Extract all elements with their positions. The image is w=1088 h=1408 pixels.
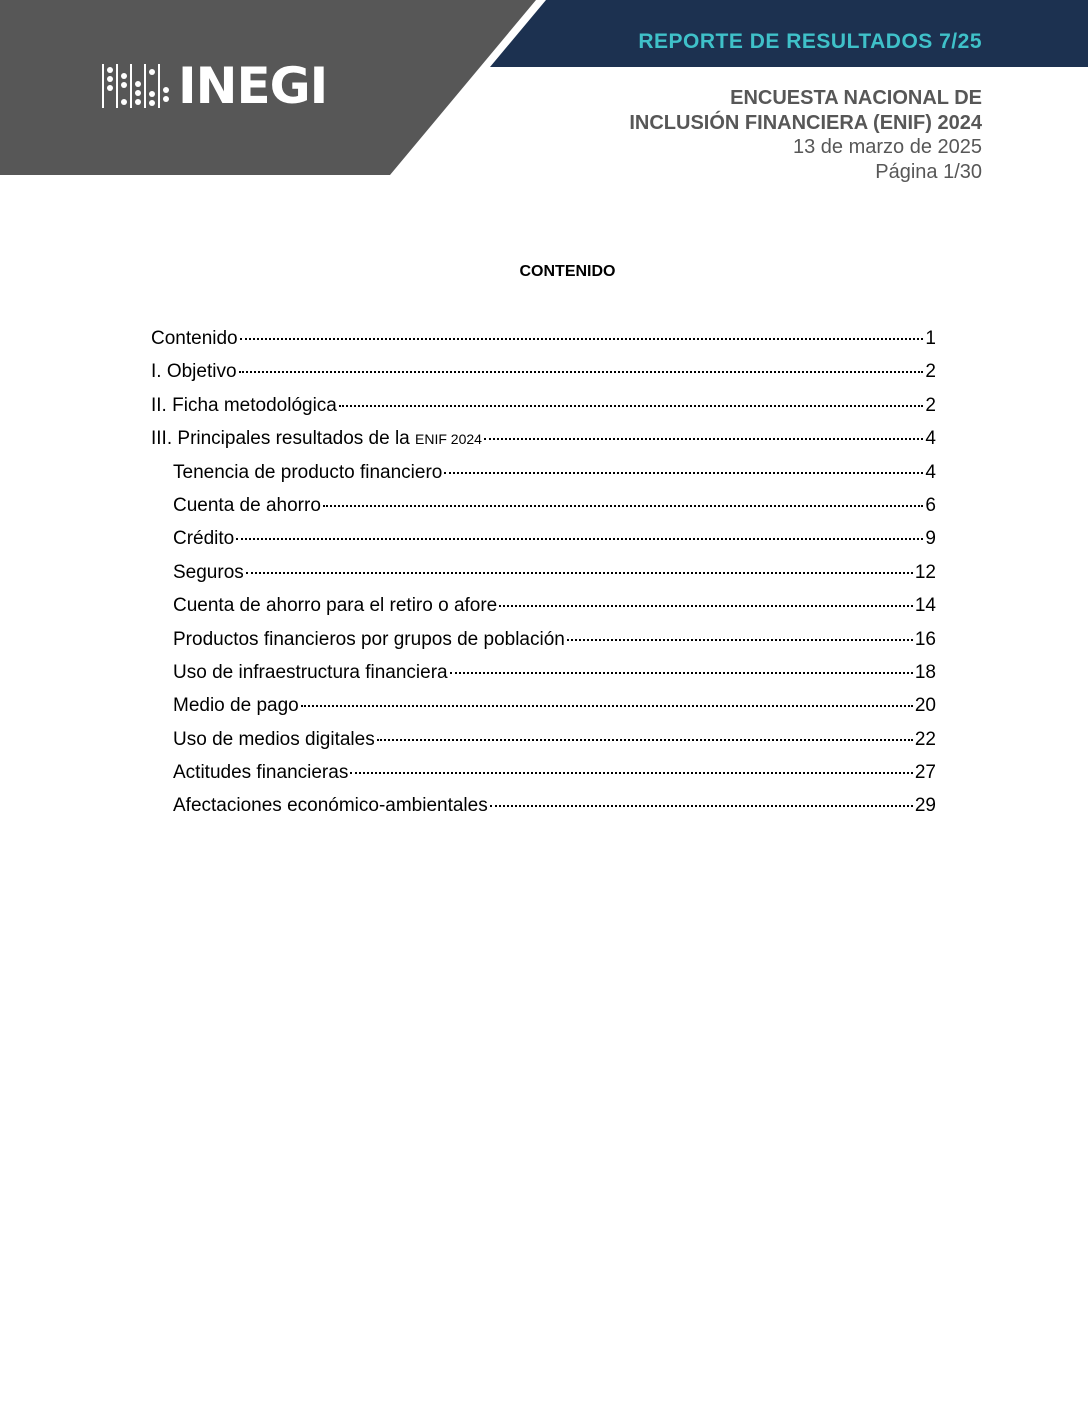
toc-entry-label bbox=[151, 389, 337, 422]
toc-dot-leader bbox=[240, 337, 924, 340]
toc-entry-text: Afectaciones económico-ambientales bbox=[173, 795, 488, 817]
toc-dot-leader bbox=[350, 771, 913, 774]
toc-heading: CONTENIDO bbox=[519, 263, 616, 280]
toc-dot-leader bbox=[246, 571, 913, 574]
toc-dot-leader bbox=[567, 638, 913, 641]
toc-entry[interactable] bbox=[151, 589, 936, 622]
toc-entry-label bbox=[151, 422, 482, 456]
publication-date: 13 de marzo de 2025 bbox=[792, 136, 982, 158]
toc-entry-label bbox=[173, 789, 488, 822]
toc-entry-text: Crédito bbox=[173, 528, 235, 550]
toc-entry-label bbox=[151, 322, 238, 355]
toc-entry-text: I. Objetivo bbox=[151, 361, 237, 383]
toc-entry-label bbox=[151, 355, 237, 388]
toc-entry-page: 27 bbox=[914, 762, 936, 784]
toc-entry-page: 4 bbox=[925, 461, 936, 483]
toc-entry-text: Medio de pago bbox=[173, 695, 299, 717]
toc-entry-page: 22 bbox=[914, 728, 936, 750]
toc-entry-label bbox=[173, 656, 448, 689]
toc-entry-text: Seguros bbox=[173, 561, 244, 583]
toc-dot-leader bbox=[444, 471, 923, 474]
toc-entry[interactable] bbox=[151, 389, 936, 422]
toc-entry-text: Actitudes financieras bbox=[173, 762, 349, 784]
toc-entry[interactable] bbox=[151, 656, 936, 689]
toc-entry-page: 18 bbox=[914, 661, 936, 683]
toc-entry[interactable] bbox=[151, 689, 936, 722]
toc-entry[interactable] bbox=[151, 489, 936, 522]
toc-entry-label bbox=[173, 456, 442, 489]
toc-dot-leader bbox=[377, 738, 913, 741]
toc-dot-leader bbox=[490, 804, 913, 807]
toc-dot-leader bbox=[323, 504, 924, 507]
toc-entry-text-small: ENIF 2024 bbox=[415, 431, 482, 448]
toc-entry[interactable] bbox=[151, 623, 936, 656]
toc-entry-text: Tenencia de producto financiero bbox=[173, 461, 443, 483]
toc-entry-page: 20 bbox=[914, 695, 936, 717]
toc-entry-label bbox=[173, 623, 565, 656]
toc-dot-leader bbox=[339, 404, 924, 407]
toc-dot-leader bbox=[499, 604, 913, 607]
toc-entry-text: III. Principales resultados de la bbox=[151, 428, 416, 450]
toc-entry-page: 2 bbox=[925, 361, 936, 383]
toc-dot-leader bbox=[236, 537, 923, 540]
toc-entry-page: 6 bbox=[925, 494, 936, 516]
toc-entry[interactable] bbox=[151, 422, 936, 455]
toc-entry[interactable] bbox=[151, 456, 936, 489]
inegi-abacus-icon bbox=[100, 64, 170, 108]
toc-entry[interactable] bbox=[151, 322, 936, 355]
report-title: REPORTE DE RESULTADOS 7/25 bbox=[638, 30, 982, 53]
toc-dot-leader bbox=[301, 704, 913, 707]
toc-entry-label bbox=[173, 689, 299, 722]
table-of-contents bbox=[151, 322, 936, 823]
document-header-info bbox=[462, 86, 982, 184]
toc-entry-page: 1 bbox=[925, 328, 936, 349]
toc-entry-page: 14 bbox=[914, 595, 936, 617]
toc-entry[interactable] bbox=[151, 556, 936, 589]
toc-entry[interactable] bbox=[151, 789, 936, 822]
toc-entry[interactable] bbox=[151, 723, 936, 756]
survey-title-line2: INCLUSIÓN FINANCIERA (ENIF) 2024 bbox=[629, 111, 982, 134]
toc-entry-text: Uso de medios digitales bbox=[173, 728, 375, 750]
toc-entry-label bbox=[173, 522, 234, 555]
toc-entry-text: II. Ficha metodológica bbox=[151, 394, 337, 416]
toc-entry-text: Uso de infraestructura financiera bbox=[173, 661, 448, 683]
toc-entry-page: 4 bbox=[925, 428, 936, 450]
toc-entry-page: 16 bbox=[914, 628, 936, 650]
toc-entry-text: Cuenta de ahorro para el retiro o afore bbox=[173, 595, 498, 617]
toc-entry[interactable] bbox=[151, 756, 936, 789]
toc-entry-page: 29 bbox=[914, 795, 936, 817]
inegi-logo bbox=[100, 57, 328, 115]
toc-entry-page: 2 bbox=[925, 394, 936, 416]
toc-entry-label bbox=[173, 756, 348, 789]
toc-entry-label bbox=[173, 589, 497, 622]
toc-entry-text: Cuenta de ahorro bbox=[173, 494, 321, 516]
toc-entry[interactable] bbox=[151, 522, 936, 555]
toc-entry-label bbox=[173, 556, 244, 589]
toc-entry-page: 12 bbox=[914, 561, 936, 583]
toc-entry-page: 9 bbox=[925, 528, 936, 550]
survey-title-line1: ENCUESTA NACIONAL DE bbox=[730, 87, 982, 109]
toc-dot-leader bbox=[239, 370, 924, 373]
toc-entry[interactable] bbox=[151, 355, 936, 388]
toc-entry-text: Productos financieros por grupos de población bbox=[173, 628, 565, 650]
logo-text: INEGI bbox=[178, 57, 328, 115]
toc-entry-label bbox=[173, 723, 375, 756]
page-number: Página 1/30 bbox=[875, 160, 982, 183]
toc-dot-leader bbox=[484, 437, 923, 440]
toc-dot-leader bbox=[450, 671, 913, 674]
toc-entry-label bbox=[173, 489, 321, 522]
toc-entry-text: Contenido bbox=[151, 328, 238, 349]
